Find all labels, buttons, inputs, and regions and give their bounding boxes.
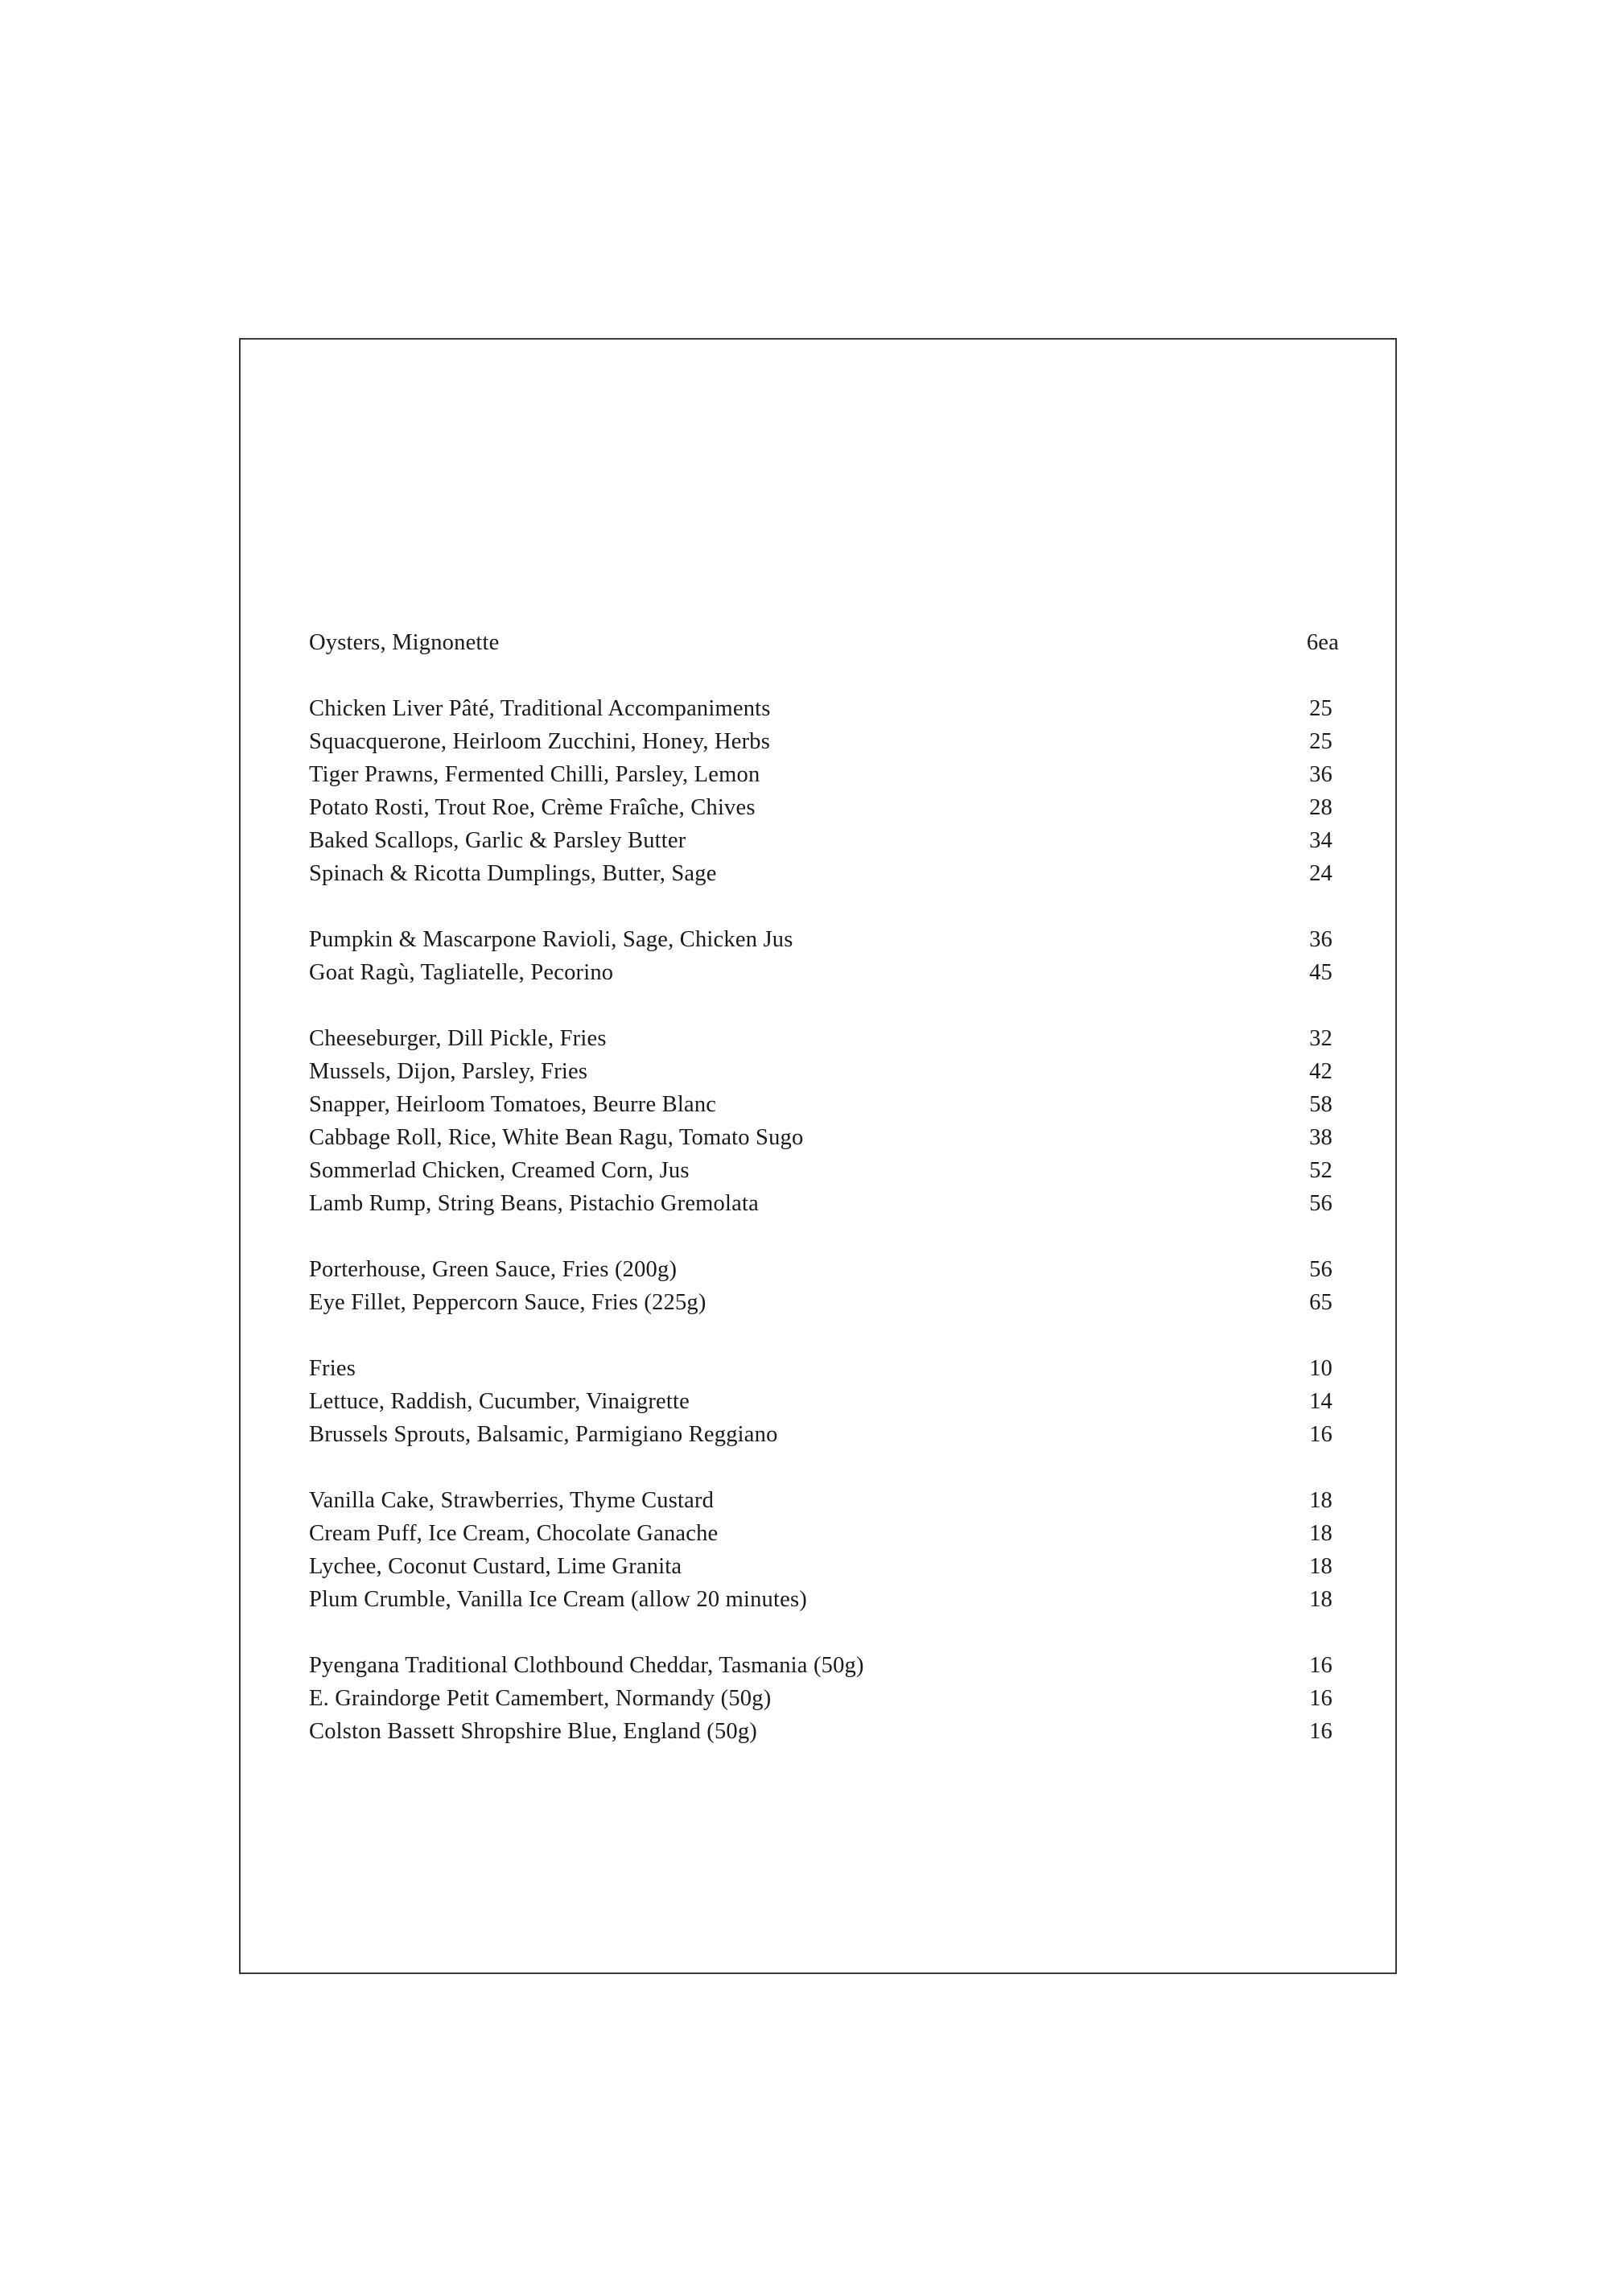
menu-item-name: Cabbage Roll, Rice, White Bean Ragu, Tomato Sugo	[309, 1125, 804, 1150]
menu-section	[309, 1649, 1339, 1748]
menu-list	[309, 626, 1339, 1748]
menu-item-price: 18	[1309, 1488, 1333, 1513]
menu-item-price: 65	[1309, 1290, 1333, 1315]
menu-item-price: 38	[1309, 1125, 1333, 1150]
menu-item	[309, 1352, 1339, 1385]
menu-item-price: 16	[1309, 1422, 1333, 1447]
menu-item-price: 34	[1309, 828, 1333, 853]
menu-item-name: Tiger Prawns, Fermented Chilli, Parsley, Lemon	[309, 762, 760, 787]
menu-item-name: Cream Puff, Ice Cream, Chocolate Ganache	[309, 1521, 719, 1546]
menu-item	[309, 956, 1339, 989]
menu-item	[309, 1484, 1339, 1517]
menu-item	[309, 758, 1339, 791]
menu-item	[309, 692, 1339, 725]
menu-item	[309, 1715, 1339, 1748]
menu-item	[309, 1649, 1339, 1682]
menu-item	[309, 1286, 1339, 1319]
menu-item-name: Baked Scallops, Garlic & Parsley Butter	[309, 828, 686, 853]
menu-item-name: Colston Bassett Shropshire Blue, England (50g)	[309, 1719, 757, 1744]
menu-item-name: Pyengana Traditional Clothbound Cheddar, Tasmania (50g)	[309, 1653, 864, 1678]
menu-section	[309, 1022, 1339, 1220]
menu-item-price: 18	[1309, 1587, 1333, 1612]
menu-item-name: Vanilla Cake, Strawberries, Thyme Custard	[309, 1488, 715, 1513]
menu-section	[309, 923, 1339, 989]
menu-item	[309, 1517, 1339, 1550]
menu-item-price: 14	[1309, 1389, 1333, 1414]
menu-item-name: Squacquerone, Heirloom Zucchini, Honey, Herbs	[309, 729, 771, 754]
menu-item-price: 52	[1309, 1158, 1333, 1183]
menu-item-name: Lamb Rump, String Beans, Pistachio Gremolata	[309, 1191, 759, 1216]
menu-item	[309, 725, 1339, 758]
menu-item-price: 45	[1309, 960, 1333, 985]
menu-item	[309, 1055, 1339, 1088]
menu-item-price: 18	[1309, 1554, 1333, 1579]
menu-item-price: 56	[1309, 1257, 1333, 1282]
menu-section	[309, 692, 1339, 890]
menu-section	[309, 1484, 1339, 1616]
menu-item	[309, 626, 1339, 659]
menu-item-name: Spinach & Ricotta Dumplings, Butter, Sage	[309, 861, 717, 886]
menu-item	[309, 1154, 1339, 1187]
menu-item-price: 6ea	[1306, 630, 1339, 655]
menu-item-price: 36	[1309, 927, 1333, 952]
menu-item-name: Goat Ragù, Tagliatelle, Pecorino	[309, 960, 614, 985]
menu-item-price: 18	[1309, 1521, 1333, 1546]
menu-item-name: Snapper, Heirloom Tomatoes, Beurre Blanc	[309, 1092, 717, 1117]
menu-item	[309, 1088, 1339, 1121]
menu-item-name: Mussels, Dijon, Parsley, Fries	[309, 1059, 588, 1084]
menu-item	[309, 1682, 1339, 1715]
menu-section	[309, 1253, 1339, 1319]
menu-item	[309, 1187, 1339, 1220]
menu-item-name: Fries	[309, 1356, 356, 1381]
menu-item-name: Potato Rosti, Trout Roe, Crème Fraîche, Chives	[309, 795, 756, 820]
menu-item-price: 10	[1309, 1356, 1333, 1381]
menu-item	[309, 1121, 1339, 1154]
menu-item-name: Plum Crumble, Vanilla Ice Cream (allow 20 minutes)	[309, 1587, 807, 1612]
menu-item	[309, 1550, 1339, 1583]
menu-item-price: 36	[1309, 762, 1333, 787]
menu-item-name: Brussels Sprouts, Balsamic, Parmigiano Reggiano	[309, 1422, 778, 1447]
menu-item-price: 42	[1309, 1059, 1333, 1084]
menu-item	[309, 923, 1339, 956]
menu-item	[309, 1385, 1339, 1418]
menu-item-name: E. Graindorge Petit Camembert, Normandy (50g)	[309, 1686, 772, 1711]
menu-item-name: Cheeseburger, Dill Pickle, Fries	[309, 1026, 607, 1051]
menu-item-price: 56	[1309, 1191, 1333, 1216]
menu-section	[309, 626, 1339, 659]
menu-item-price: 24	[1309, 861, 1333, 886]
menu-item	[309, 857, 1339, 890]
menu-item-price: 28	[1309, 795, 1333, 820]
menu-item	[309, 1583, 1339, 1616]
menu-item-name: Chicken Liver Pâté, Traditional Accompaniments	[309, 696, 771, 721]
menu-item	[309, 1418, 1339, 1451]
menu-item-price: 16	[1309, 1653, 1333, 1678]
menu-item-name: Eye Fillet, Peppercorn Sauce, Fries (225g)	[309, 1290, 706, 1315]
menu-item-name: Sommerlad Chicken, Creamed Corn, Jus	[309, 1158, 690, 1183]
menu-item-price: 58	[1309, 1092, 1333, 1117]
menu-item-name: Porterhouse, Green Sauce, Fries (200g)	[309, 1257, 678, 1282]
menu-item-price: 16	[1309, 1719, 1333, 1744]
menu-item-name: Lychee, Coconut Custard, Lime Granita	[309, 1554, 682, 1579]
menu-item-name: Pumpkin & Mascarpone Ravioli, Sage, Chicken Jus	[309, 927, 793, 952]
menu-item	[309, 1022, 1339, 1055]
menu-item	[309, 791, 1339, 824]
menu-item-name: Lettuce, Raddish, Cucumber, Vinaigrette	[309, 1389, 690, 1414]
menu-item	[309, 1253, 1339, 1286]
menu-item-price: 25	[1309, 696, 1333, 721]
menu-item	[309, 824, 1339, 857]
menu-item-price: 16	[1309, 1686, 1333, 1711]
menu-item-price: 32	[1309, 1026, 1333, 1051]
menu-item-name: Oysters, Mignonette	[309, 630, 500, 655]
menu-item-price: 25	[1309, 729, 1333, 754]
menu-section	[309, 1352, 1339, 1451]
